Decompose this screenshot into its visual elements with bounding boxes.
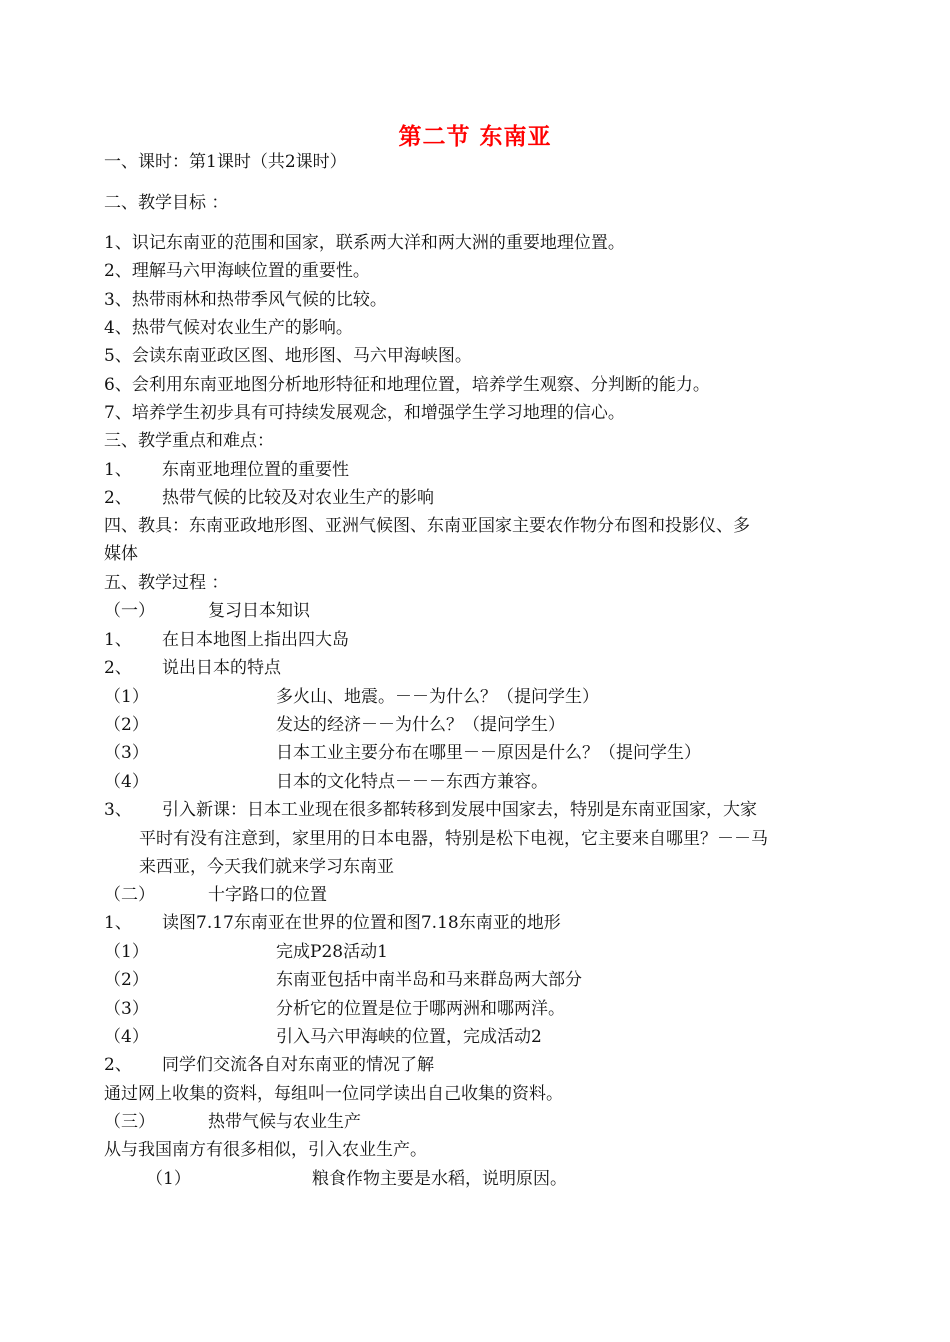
line-text: 日本的文化特点－－－东西方兼容。: [276, 772, 548, 792]
line-text: 同学们交流各自对东南亚的情况了解: [162, 1055, 434, 1075]
text-line: 平时有没有注意到，家里用的日本电器，特别是松下电视，它主要来自哪里？－－马: [139, 829, 768, 849]
document-title: 第二节 东南亚: [398, 124, 552, 150]
text-line: 6、会利用东南亚地图分析地形特征和地理位置，培养学生观察、分判断的能力。: [104, 375, 710, 395]
line-text: 引入新课：日本工业现在很多都转移到发展中国家去，特别是东南亚国家，大家: [162, 800, 757, 820]
line-number: （3）: [104, 743, 149, 763]
text-line: 通过网上收集的资料，每组叫一位同学读出自己收集的资料。: [104, 1084, 563, 1104]
line-text: 东南亚地理位置的重要性: [162, 460, 349, 480]
line-text: 读图7.17东南亚在世界的位置和图7.18东南亚的地形: [162, 913, 561, 933]
text-line: 从与我国南方有很多相似，引入农业生产。: [104, 1140, 427, 1160]
line-number: 2、: [104, 1055, 132, 1075]
section-heading: 三、教学重点和难点：: [104, 431, 274, 451]
text-line: 1、识记东南亚的范围和国家，联系两大洋和两大洲的重要地理位置。: [104, 233, 625, 253]
line-number: 2、: [104, 658, 132, 678]
text-line: 来西亚，今天我们就来学习东南亚: [139, 857, 394, 877]
section-heading: 五、教学过程 ：: [104, 573, 229, 593]
text-line: 四、教具：东南亚政地形图、亚洲气候图、东南亚国家主要农作物分布图和投影仪、多: [104, 516, 750, 536]
line-number: （1）: [146, 1169, 191, 1189]
line-number: 3、: [104, 800, 132, 820]
line-text: 粮食作物主要是水稻，说明原因。: [312, 1169, 567, 1189]
line-number: 2、: [104, 488, 132, 508]
line-text: 在日本地图上指出四大岛: [162, 630, 349, 650]
line-number: 1、: [104, 913, 132, 933]
line-text: 分析它的位置是位于哪两洲和哪两洋。: [276, 999, 565, 1019]
line-text: 发达的经济－－为什么？（提问学生）: [276, 715, 565, 735]
text-line: 5、会读东南亚政区图、地形图、马六甲海峡图。: [104, 346, 472, 366]
line-number: （一）: [104, 601, 155, 621]
line-text: 东南亚包括中南半岛和马来群岛两大部分: [276, 970, 582, 990]
line-text: 热带气候的比较及对农业生产的影响: [162, 488, 434, 508]
line-number: （3）: [104, 999, 149, 1019]
line-text: 引入马六甲海峡的位置，完成活动2: [276, 1027, 542, 1047]
line-number: 1、: [104, 460, 132, 480]
line-number: 1、: [104, 630, 132, 650]
line-text: 完成P28活动1: [276, 942, 388, 962]
text-line: 7、培养学生初步具有可持续发展观念，和增强学生学习地理的信心。: [104, 403, 625, 423]
line-number: （2）: [104, 970, 149, 990]
line-number: （三）: [104, 1112, 155, 1132]
text-line: 2、理解马六甲海峡位置的重要性。: [104, 261, 370, 281]
text-line: 一、课时：第1课时（共2课时）: [104, 152, 347, 172]
line-text: 热带气候与农业生产: [208, 1112, 361, 1132]
line-text: 多火山、地震。－－为什么？（提问学生）: [276, 687, 599, 707]
line-text: 说出日本的特点: [162, 658, 281, 678]
line-text: 十字路口的位置: [208, 885, 327, 905]
line-number: （1）: [104, 942, 149, 962]
line-number: （4）: [104, 772, 149, 792]
line-number: （2）: [104, 715, 149, 735]
text-line: 4、热带气候对农业生产的影响。: [104, 318, 353, 338]
text-line: 媒体: [104, 544, 138, 564]
line-number: （4）: [104, 1027, 149, 1047]
line-text: 日本工业主要分布在哪里－－原因是什么？（提问学生）: [276, 743, 701, 763]
line-number: （二）: [104, 885, 155, 905]
text-line: 二、教学目标 ：: [104, 193, 229, 213]
line-text: 复习日本知识: [208, 601, 310, 621]
line-number: （1）: [104, 687, 149, 707]
text-line: 3、热带雨林和热带季风气候的比较。: [104, 290, 387, 310]
